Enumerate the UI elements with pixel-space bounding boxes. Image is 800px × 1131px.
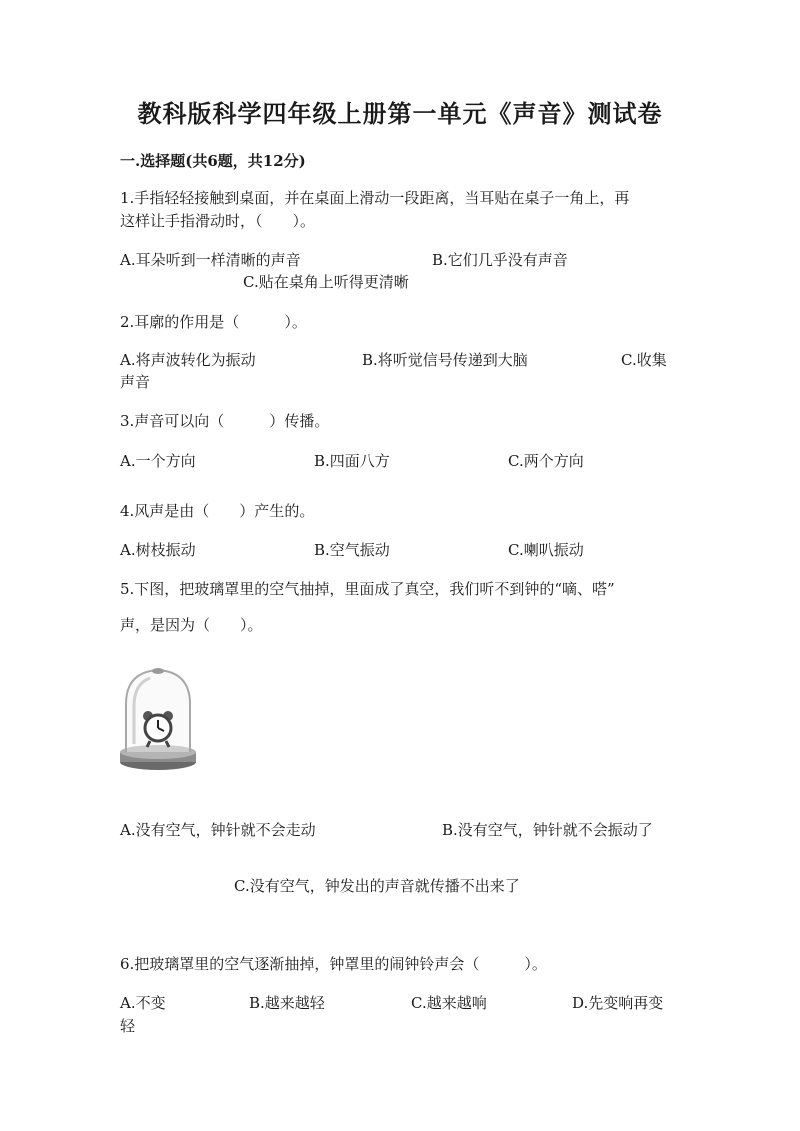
question-5-option-b: B.没有空气，钟针就不会振动了 xyxy=(442,821,653,839)
question-4-option-a: A.树枝振动 xyxy=(120,541,196,559)
bell-jar-clock-figure xyxy=(116,664,200,776)
dome-knob xyxy=(152,668,164,674)
question-2-option-c: C.收集 xyxy=(621,351,667,369)
question-5-option-c: C.没有空气，钟发出的声音就传播不出来了 xyxy=(234,877,520,895)
question-2-stem: 2.耳廓的作用是（ ）。 xyxy=(120,313,307,331)
question-6-stem: 6.把玻璃罩里的空气逐渐抽掉，钟罩里的闹钟铃声会（ ）。 xyxy=(120,955,547,973)
question-1-option-b: B.它们几乎没有声音 xyxy=(432,251,568,269)
question-6-option-d: D.先变响再变 xyxy=(572,994,664,1012)
question-6-option-d-wrap: 轻 xyxy=(120,1017,136,1035)
question-4-option-b: B.空气振动 xyxy=(314,541,390,559)
question-3-option-a: A.一个方向 xyxy=(120,452,196,470)
question-5-stem-line-1: 5.下图，把玻璃罩里的空气抽掉，里面成了真空，我们听不到钟的“嘀、嗒” xyxy=(120,580,615,598)
page-title: 教科版科学四年级上册第一单元《声音》测试卷 xyxy=(137,99,663,128)
question-3-stem: 3.声音可以向（ ）传播。 xyxy=(120,412,330,430)
question-4-stem: 4.风声是由（ ）产生的。 xyxy=(120,502,315,520)
question-2-option-c-wrap: 声音 xyxy=(120,373,151,391)
question-2-option-b: B.将听觉信号传递到大脑 xyxy=(362,351,528,369)
section-heading: 一.选择题(共6题，共12分) xyxy=(120,152,306,170)
question-1-option-c: C.贴在桌角上听得更清晰 xyxy=(243,273,409,291)
question-3-option-c: C.两个方向 xyxy=(508,452,584,470)
question-1-stem-line-2: 这样让手指滑动时，（ ）。 xyxy=(120,212,316,230)
question-1-option-a: A.耳朵听到一样清晰的声音 xyxy=(120,251,301,269)
question-4-option-c: C.喇叭振动 xyxy=(508,541,584,559)
question-1-stem-line-1: 1.手指轻轻接触到桌面，并在桌面上滑动一段距离，当耳贴在桌子一角上，再 xyxy=(120,189,630,207)
question-3-option-b: B.四面八方 xyxy=(314,452,390,470)
question-5-stem-line-2: 声，是因为（ ）。 xyxy=(120,616,263,634)
question-5-option-a: A.没有空气，钟针就不会走动 xyxy=(120,821,316,839)
question-6-option-a: A.不变 xyxy=(120,994,166,1012)
question-2-option-a: A.将声波转化为振动 xyxy=(120,351,256,369)
question-6-option-c: C.越来越响 xyxy=(411,994,487,1012)
question-6-option-b: B.越来越轻 xyxy=(249,994,325,1012)
